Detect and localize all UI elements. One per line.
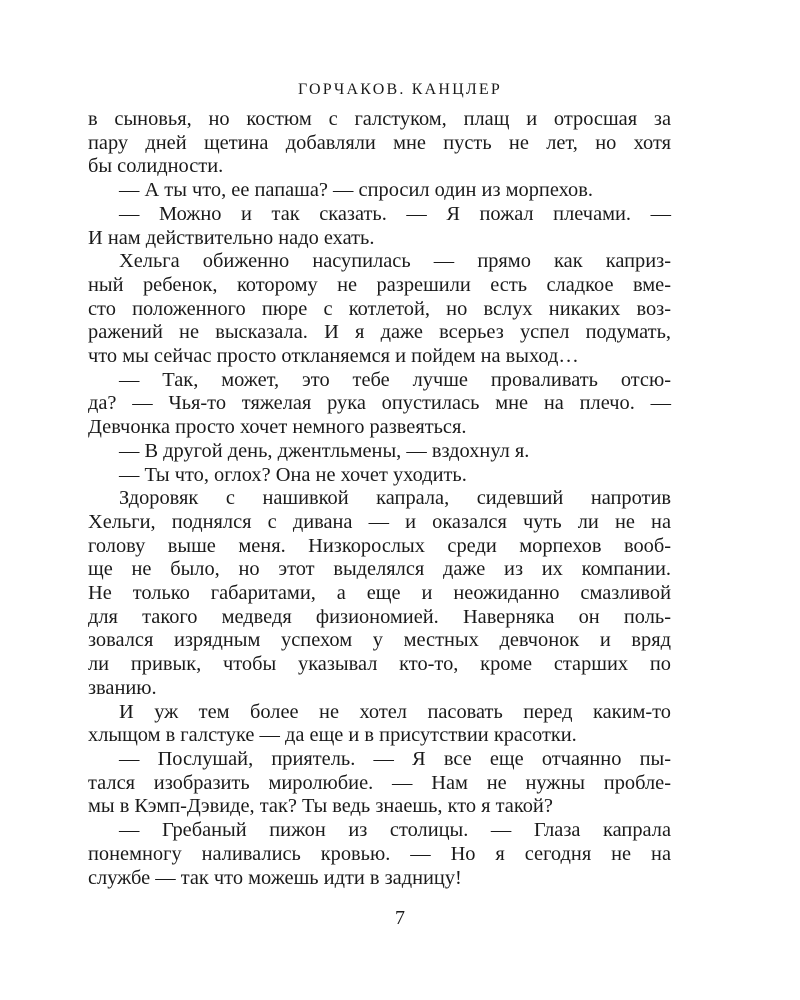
text-line: — Можно и так сказать. — Я пожал плечами. — [119,202,671,225]
text-line: мы в Кэмп-Дэвиде, так? Ты ведь знаешь, кто я такой? [88,795,553,818]
text-line: хлыщом в галстуке — да еще и в присутствии красотки. [88,724,577,747]
text-line: — Гребаный пижон из столицы. — Глаза капрала [119,819,671,842]
text-line: бы солидности. [88,155,224,178]
text-line: ли привык, чтобы указывал кто-то, кроме старших по [88,653,671,676]
text-line: тался изобразить миролюбие. — Нам не нужны пробле- [88,771,671,794]
text-line: — Ты что, оглох? Она не хочет уходить. [119,463,467,486]
text-line: голову выше меня. Низкорослых среди морпехов вооб- [88,534,671,557]
text-line: для такого медведя физиономией. Наверняка он поль- [88,605,671,628]
text-line: службе — так что можешь идти в задницу! [88,866,462,889]
text-line: — Послушай, приятель. — Я все еще отчаянно пы- [119,747,671,770]
text-line: Девчонка просто хочет немного развеяться. [88,416,467,439]
text-line: — А ты что, ее папаша? — спросил один из морпехов. [119,179,593,202]
text-line: сто положенного пюре с котлетой, но вслух никаких воз- [88,297,671,320]
text-line: ражений не высказала. И я даже всерьез успел подумать, [88,321,671,344]
text-line: И уж тем более не хотел пасовать перед каким-то [119,700,671,723]
page-number: 7 [395,907,405,929]
running-head: ГОРЧАКОВ. КАНЦЛЕР [297,81,503,98]
text-line: в сыновья, но костюм с галстуком, плащ и отросшая за [88,108,671,130]
text-line: да? — Чья-то тяжелая рука опустилась мне на плечо. — [88,392,671,415]
text-line: понемногу наливались кровью. — Но я сегодня не на [88,842,671,865]
text-line: Хельги, поднялся с дивана — и оказался чуть ли не на [88,510,671,533]
body-text [88,108,671,890]
text-line: Не только габаритами, а еще и неожиданно смазливой [88,582,671,605]
text-line: Здоровяк с нашивкой капрала, сидевший напротив [119,487,671,510]
text-line: пару дней щетина добавляли мне пусть не лет, но хотя [88,131,671,154]
text-line: ный ребенок, которому не разрешили есть сладкое вме- [88,273,671,296]
text-line: — В другой день, джентльмены, — вздохнул я. [119,439,530,462]
text-line: И нам действительно надо ехать. [88,226,375,249]
text-line: званию. [88,676,157,699]
text-line: зовался изрядным успехом у местных девчонок и вряд [88,629,671,652]
text-line: ще не было, но этот выделялся даже из их компании. [88,558,671,581]
text-line: — Так, может, это тебе лучше проваливать отсю- [119,368,671,391]
text-line: Хельга обиженно насупилась — прямо как каприз- [119,250,671,273]
text-line: что мы сейчас просто откланяемся и пойдем на выход… [88,345,579,368]
